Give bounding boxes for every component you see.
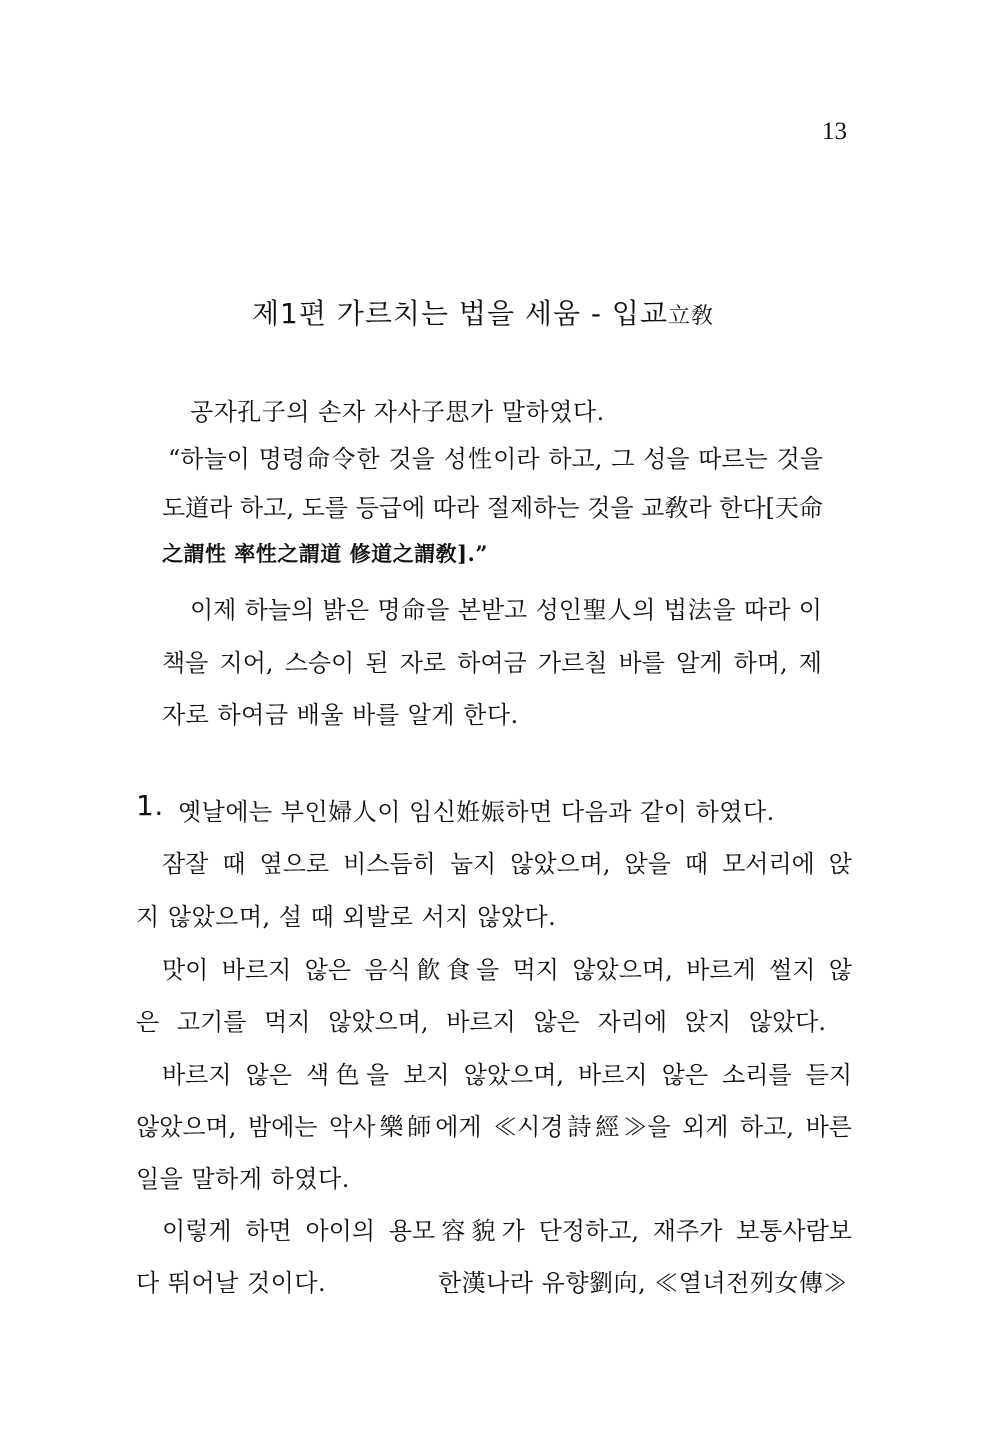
intro-line-6: 책을 지어, 스승이 된 자로 하여금 가르칠 바를 알게 하며, 제 [162, 649, 822, 677]
section1-line-4: 맛이 바르지 않은 음식飮食을 먹지 않았으며, 바르게 썰지 않 [162, 956, 852, 984]
section1-line-3: 지 않았으며, 설 때 외발로 서지 않았다. [136, 903, 557, 931]
chapter-title [252, 292, 714, 332]
intro-line-3: 도道라 하고, 도를 등급에 따라 절제하는 것을 교敎라 한다[天命 [162, 494, 823, 522]
section1-line-8: 일을 말하게 하였다. [136, 1165, 350, 1193]
section1-line-1: 옛날에는 부인婦人이 임신姙娠하면 다음과 같이 하였다. [178, 798, 775, 826]
section1-line-6: 바르지 않은 색色을 보지 않았으며, 바르지 않은 소리를 듣지 [162, 1061, 852, 1089]
section1-line-9: 이렇게 하면 아이의 용모容貌가 단정하고, 재주가 보통사람보 [162, 1217, 852, 1245]
intro-line-4: 之謂性 率性之謂道 修道之謂敎].” [162, 541, 488, 566]
section1-line-2: 잠잘 때 옆으로 비스듬히 눕지 않았으며, 앉을 때 모서리에 앉 [162, 850, 852, 878]
intro-line-5: 이제 하늘의 밝은 명命을 본받고 성인聖人의 법法을 따라 이 [190, 596, 822, 624]
section1-line-10: 다 뛰어날 것이다. [136, 1269, 327, 1297]
intro-line-7: 자로 하여금 배울 바를 알게 한다. [162, 701, 519, 729]
intro-line-1: 공자孔子의 손자 자사子思가 말하였다. [190, 398, 605, 426]
section1-line-5: 은 고기를 먹지 않았으며, 바르지 않은 자리에 앉지 않았다. [136, 1008, 826, 1036]
chapter-title-hanja: 立敎 [668, 304, 715, 329]
page-number: 13 [822, 118, 847, 145]
source-citation: 한漢나라 유향劉向, ≪열녀전列女傳≫ [438, 1269, 848, 1297]
section1-line-7: 않았으며, 밤에는 악사樂師에게 ≪시경詩經≫을 외게 하고, 바른 [136, 1113, 852, 1141]
chapter-title-main: 제1편 가르치는 법을 세움 - 입교 [252, 297, 668, 330]
section-number: 1. [136, 789, 164, 822]
intro-line-2: “하늘이 명령命令한 것을 성性이라 하고, 그 성을 따르는 것을 [168, 445, 823, 473]
